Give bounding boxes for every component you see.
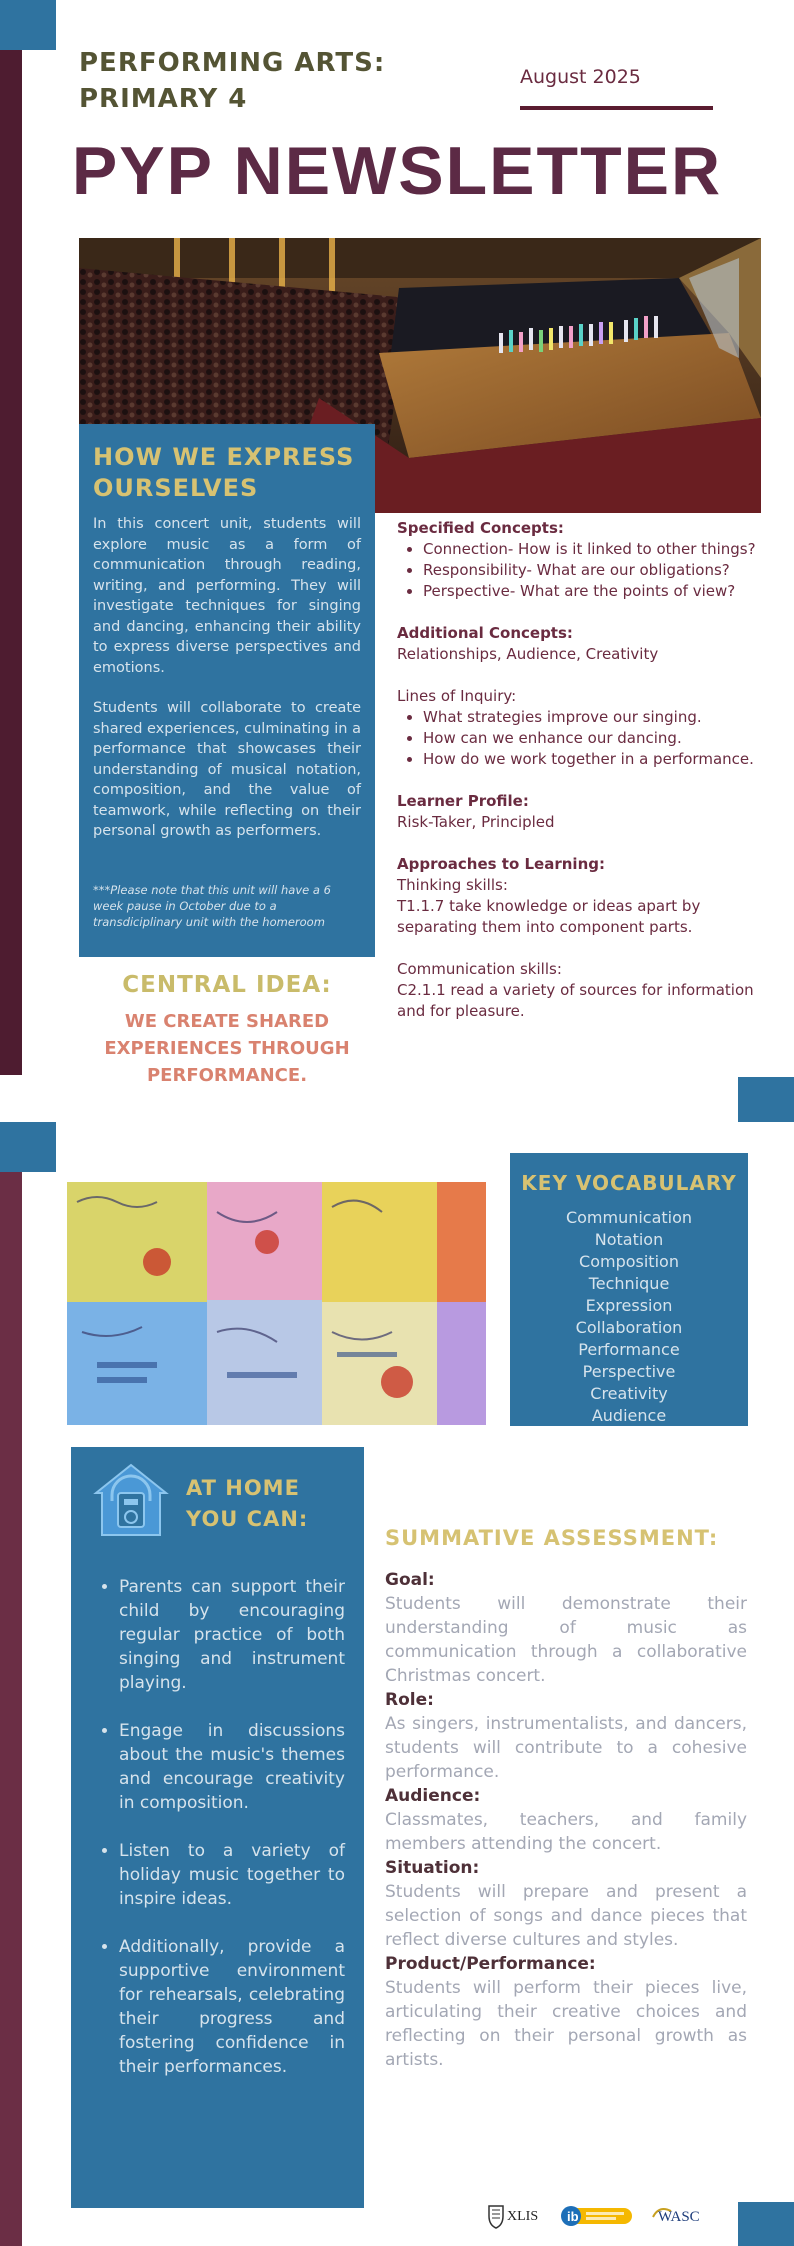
communication-skills-text: C2.1.1 read a variety of sources for information and for pleasure. [397, 981, 754, 1020]
svg-text:ib: ib [567, 2209, 579, 2224]
list-item: • Perspective- What are the points of view? [423, 581, 777, 602]
audience-label: Audience: [385, 1786, 481, 1806]
goal-label: Goal: [385, 1570, 435, 1590]
decor-square-mid-left [0, 1122, 56, 1172]
list-item: Audience [591, 1406, 667, 1425]
communication-skills-label: Communication skills: [397, 960, 562, 978]
key-vocabulary-panel [510, 1153, 748, 1426]
list-item: Perspective [582, 1362, 676, 1381]
list-item: Performance [578, 1340, 680, 1359]
xlis-logo-text: XLIS [507, 2209, 539, 2224]
product-label: Product/Performance: [385, 1954, 596, 1974]
list-item: • Engage in discussions about the music's themes and encourage creativity in composition. [119, 1719, 345, 1815]
additional-concepts-text: Relationships, Audience, Creativity [397, 645, 659, 663]
list-item: • How do we work together in a performance. [423, 749, 777, 770]
list-item: • Parents can support their child by encouraging regular practice of both singing and instrument playing. [119, 1575, 345, 1695]
header-subject-title: PERFORMING ARTS: PRIMARY 4 [79, 48, 386, 114]
role-label: Role: [385, 1690, 434, 1710]
key-vocabulary-heading: KEY VOCABULARY [521, 1171, 737, 1195]
express-note: ***Please note that this unit will have a 6 week pause in October due to a transdiciplinary unit with the homeroom [93, 882, 331, 929]
list-item: Expression [585, 1296, 673, 1315]
summative-heading: SUMMATIVE ASSESSMENT: [385, 1526, 719, 1550]
summative-assessment [385, 1526, 747, 2072]
decor-square-mid-right [738, 1077, 794, 1122]
concepts-column [397, 518, 777, 1022]
product-text: Students will perform their pieces live, articulating their creative choices and reflecting on their personal growth as artists. [385, 1978, 747, 2070]
list-item: • Listen to a variety of holiday music together to inspire ideas. [119, 1839, 345, 1911]
lines-of-inquiry-heading: Lines of Inquiry: [397, 687, 517, 705]
home-music-icon [92, 1461, 170, 1539]
left-side-bar-bottom [0, 1172, 22, 2246]
list-item: Creativity [590, 1384, 668, 1403]
list-item: Notation [594, 1230, 664, 1249]
key-vocabulary-list [510, 1207, 748, 1427]
list-item: Collaboration [575, 1318, 683, 1337]
thinking-skills-label: Thinking skills: [397, 876, 508, 894]
express-paragraph-2: Students will collaborate to create shared experiences, culminating in a performance that showcases their understanding of musical notation, composition, and the value of teamwork, while reflecting on their personal growth as performers. [93, 700, 361, 839]
central-idea [79, 972, 375, 1089]
xlis-logo [485, 2203, 551, 2233]
central-idea-text: WE CREATE SHARED EXPERIENCES THROUGH PERFORMANCE. [104, 1011, 350, 1086]
decor-square-bottom-right [738, 2202, 794, 2246]
list-item: Technique [588, 1274, 670, 1293]
list-item: • Additionally, provide a supportive environment for rehearsals, celebrating their progress and fostering confidence in their performances. [119, 1935, 345, 2079]
audience-text: Classmates, teachers, and family members attending the concert. [385, 1810, 747, 1854]
approaches-heading: Approaches to Learning: [397, 855, 605, 873]
situation-label: Situation: [385, 1858, 480, 1878]
at-home-list [95, 1575, 345, 2103]
decor-square-top-left [0, 0, 56, 50]
date-underline [520, 106, 713, 110]
specified-concepts-list [397, 539, 777, 602]
express-ourselves-panel [79, 424, 375, 957]
list-item: • Connection- How is it linked to other things? [423, 539, 777, 560]
thinking-skills-text: T1.1.7 take knowledge or ideas apart by separating them into component parts. [397, 897, 701, 936]
at-home-heading: AT HOME YOU CAN: [186, 1476, 309, 1531]
list-item: • How can we enhance our dancing. [423, 728, 777, 749]
wasc-logo [650, 2203, 712, 2233]
goal-text: Students will demonstrate their understanding of music as communication through a collaborative Christmas concert. [385, 1594, 747, 1686]
list-item: • What strategies improve our singing. [423, 707, 777, 728]
learner-profile-text: Risk-Taker, Principled [397, 813, 555, 831]
role-text: As singers, instrumentalists, and dancers, students will contribute to a cohesive performance. [385, 1714, 747, 1782]
ib-pyp-logo [560, 2203, 634, 2233]
header-date: August 2025 [520, 66, 641, 88]
wasc-logo-text: WASC [658, 2209, 700, 2225]
newsletter-title: PYP NEWSLETTER [71, 133, 723, 209]
specified-concepts-heading: Specified Concepts: [397, 519, 564, 537]
situation-text: Students will prepare and present a selection of songs and dance pieces that reflect diverse cultures and styles. [385, 1882, 747, 1950]
additional-concepts-heading: Additional Concepts: [397, 624, 573, 642]
express-paragraph-1: In this concert unit, students will explore music as a form of communication through reading, writing, and performing. They will investigate techniques for singing and dancing, enhancing their ability to express diverse perspectives and emotions. [93, 516, 361, 676]
list-item: Composition [579, 1252, 679, 1271]
student-essential-agreements-collage [67, 1182, 486, 1425]
list-item: Communication [565, 1208, 693, 1227]
central-idea-heading: CENTRAL IDEA: [122, 972, 332, 998]
list-item: • Responsibility- What are our obligations? [423, 560, 777, 581]
learner-profile-heading: Learner Profile: [397, 792, 529, 810]
express-heading: HOW WE EXPRESS OURSELVES [93, 443, 355, 502]
at-home-panel [71, 1447, 364, 2208]
lines-of-inquiry-list [397, 707, 777, 770]
